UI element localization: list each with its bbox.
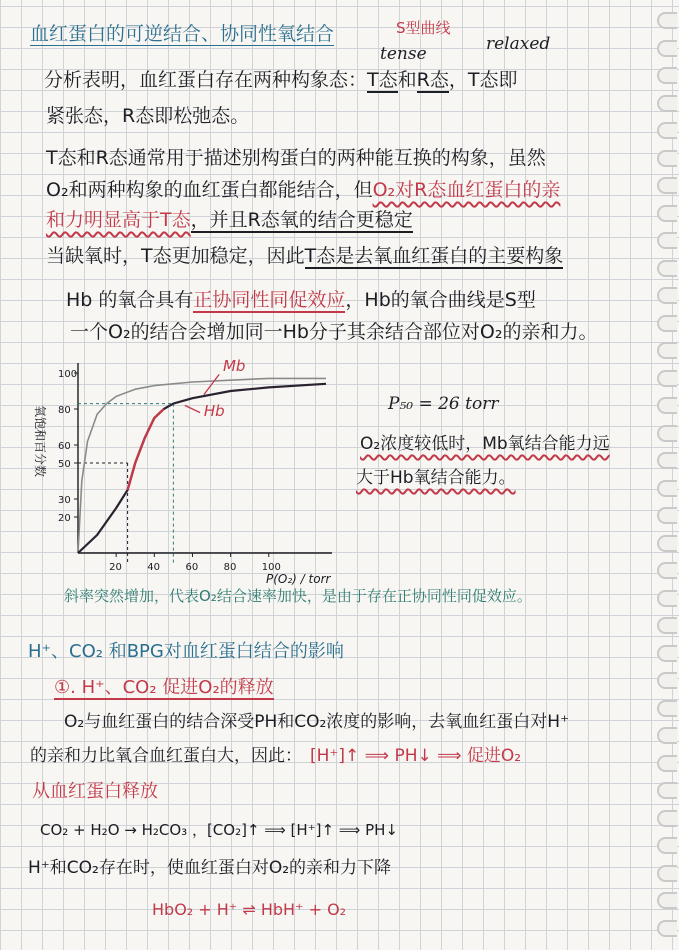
deoxy-conformation-term: T态是去氧血红蛋白的主要构象 [304, 245, 564, 267]
binding-ring [657, 342, 677, 359]
text-segment: 和 [397, 69, 417, 91]
binding-ring [657, 205, 677, 222]
hb-series-label: Hb [203, 402, 225, 421]
x-tick-label: 80 [223, 562, 237, 573]
binding-ring [657, 920, 677, 937]
ph-effect-chain: [H⁺]↑ ⟹ PH↓ ⟹ 促进O₂ [310, 746, 522, 766]
binding-ring [657, 837, 677, 854]
y-tick-label: 100 [58, 369, 78, 380]
t-state-term: T态 [367, 69, 398, 91]
carbonic-acid-equation: CO₂ + H₂O → H₂CO₃ ，[CO₂]↑ ⟹ [H⁺]↑ ⟹ PH↓ [40, 821, 398, 839]
binding-ring [657, 700, 677, 717]
y-tick-label: 60 [58, 441, 71, 452]
text-line-4 [46, 178, 560, 202]
note-title [30, 22, 334, 46]
text-line-3: T态和R态通常用于描述别构蛋白的两种能互换的构象，虽然 [46, 147, 546, 169]
binding-ring [657, 810, 677, 827]
y-tick-label: 30 [58, 495, 71, 506]
y-axis-label: 氧饱和百分数 [33, 405, 47, 478]
text-segment: ，T态即 [448, 69, 518, 91]
text-segment: 大于Hb氧结合能力。 [356, 468, 516, 488]
hb-label-arrow [185, 405, 200, 412]
text-line-5 [46, 208, 413, 232]
cooperativity-term: 正协同性同促效应 [193, 289, 346, 311]
binding-ring [657, 95, 677, 112]
oxygen-binding-chart [28, 345, 358, 590]
text-line-ph-3: 从血红蛋白释放 [32, 781, 158, 802]
binding-ring [657, 425, 677, 442]
binding-ring [657, 260, 677, 277]
binding-ring [657, 232, 677, 249]
binding-ring [657, 645, 677, 662]
bohr-equation: HbO₂ + H⁺ ⇌ HbH⁺ + O₂ [152, 900, 347, 919]
s-curve-tag: S型曲线 [396, 19, 451, 37]
text-segment: 当缺氧时，T态更加稳定，因此 [46, 245, 305, 267]
y-tick-label: 50 [58, 459, 71, 470]
text-segment: O₂浓度较低时，Mb氧结合能力远 [360, 434, 610, 454]
binding-ring [657, 755, 677, 772]
binding-ring [657, 562, 677, 579]
relaxed-annotation: relaxed [486, 34, 551, 54]
binding-ring [657, 672, 677, 689]
subheading-release [54, 676, 274, 700]
binding-ring [657, 122, 677, 139]
text-line-ph-1: O₂与血红蛋白的结合深受PH和CO₂浓度的影响，去氧血红蛋白对H⁺ [64, 712, 570, 732]
binding-ring [657, 370, 677, 387]
binding-ring [657, 177, 677, 194]
mb-note-line-2 [356, 466, 516, 490]
binding-ring [657, 590, 677, 607]
x-tick-label: 100 [261, 562, 281, 573]
x-axis-label: P(O₂) / torr [266, 572, 331, 586]
x-tick-label: 60 [185, 562, 199, 573]
binding-ring [657, 617, 677, 634]
series-line-hb [78, 384, 326, 553]
binding-ring [657, 287, 677, 304]
series-line-mb [78, 378, 326, 553]
text-segment: Hb 的氧合具有 [66, 289, 194, 311]
text-line-6 [46, 244, 563, 268]
text-line-7 [66, 288, 536, 312]
binding-ring [657, 397, 677, 414]
text-segment: 分析表明，血红蛋白存在两种构象态： [44, 69, 368, 91]
binding-ring [657, 727, 677, 744]
binding-ring [657, 892, 677, 909]
binding-ring [657, 782, 677, 799]
y-tick-label: 80 [58, 405, 71, 416]
x-tick-label: 40 [147, 562, 161, 573]
binding-ring [657, 535, 677, 552]
binding-ring [657, 452, 677, 469]
y-tick-label: 20 [58, 513, 71, 524]
steep-segment-highlight [128, 409, 164, 490]
p50-note: P₅₀ = 26 torr [388, 394, 499, 414]
text-line-8: 一个O₂的结合会增加同一Hb分子其余结合部位对O₂的亲和力。 [70, 321, 598, 343]
chart-plot-area [58, 357, 332, 573]
text-line-ph-2 [30, 744, 521, 768]
binding-ring [657, 480, 677, 497]
binding-ring [657, 865, 677, 882]
text-segment: ，Hb的氧合曲线是S型 [345, 289, 536, 311]
highlight-affinity: O₂对R态血红蛋白的亲 [372, 179, 561, 201]
binding-ring [657, 67, 677, 84]
title-text: 血红蛋白的可逆结合、协同性氧结合 [30, 23, 335, 45]
binding-ring [657, 150, 677, 167]
binding-ring [657, 507, 677, 524]
highlight-affinity-tail: 和力明显高于T态 [46, 209, 191, 231]
spiral-binding [653, 0, 679, 950]
r-state-term: R态 [416, 69, 449, 91]
mb-series-label: Mb [222, 357, 246, 375]
text-line-1 [44, 68, 517, 92]
text-segment: O₂和两种构象的血红蛋白都能结合，但 [46, 179, 373, 201]
slope-note: 斜率突然增加，代表O₂结合速率加快，是由于存在正协同性同促效应。 [64, 587, 532, 605]
tense-annotation: tense [380, 44, 427, 64]
mb-note-line-1 [360, 432, 610, 456]
binding-ring [657, 12, 677, 29]
section-heading: H⁺、CO₂ 和BPG对血红蛋白结合的影响 [28, 641, 344, 662]
text-segment: ①. H⁺、CO₂ 促进O₂的释放 [54, 677, 274, 698]
text-segment: 的亲和力比氧合血红蛋白大，因此： [30, 746, 302, 766]
x-tick-label: 20 [109, 562, 122, 573]
binding-ring [657, 315, 677, 332]
text-line-affinity-drop: H⁺和CO₂存在时，使血红蛋白对O₂的亲和力下降 [28, 858, 392, 878]
binding-ring [657, 40, 677, 57]
mb-label-arrow [204, 374, 219, 394]
text-line-2: 紧张态，R态即松弛态。 [46, 105, 250, 127]
text-segment: ，并且R态氧的结合更稳定 [190, 209, 413, 231]
